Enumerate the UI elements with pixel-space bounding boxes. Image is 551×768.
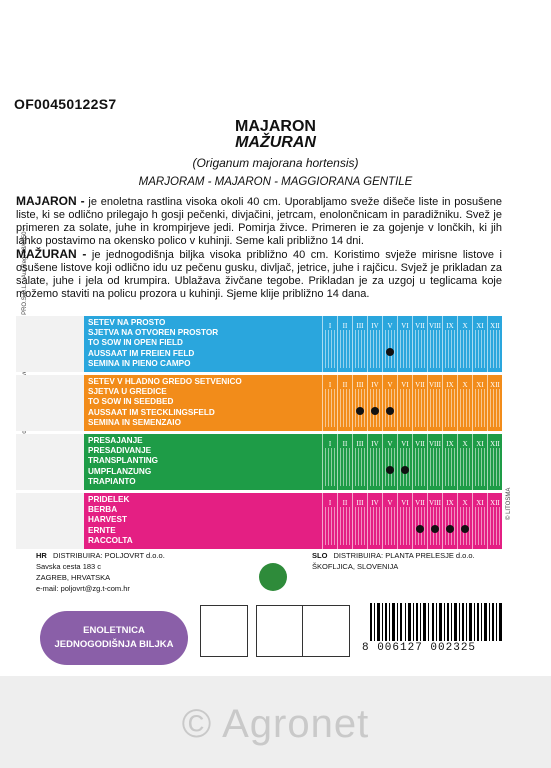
activity-dot: [386, 407, 394, 415]
month-label: VIII: [428, 499, 442, 507]
month-label: I: [328, 381, 332, 389]
activity-dot: [431, 525, 439, 533]
month-stripe: [415, 330, 425, 368]
month-cell: [427, 375, 442, 431]
row-illustration: [16, 316, 84, 372]
distributor-right-1: ŠKOFLJICA, SLOVENIJA: [312, 562, 399, 571]
month-cell: [397, 375, 412, 431]
month-cell: [322, 434, 337, 490]
month-label: IV: [371, 381, 379, 389]
month-label: IV: [371, 322, 379, 330]
month-cell: [382, 375, 397, 431]
row-label: AUSSAAT IM FREIEN FELD: [88, 348, 195, 358]
month-label: IX: [446, 381, 454, 389]
month-stripe: [340, 507, 350, 545]
flower-icon: [302, 605, 350, 657]
month-cell: [412, 493, 427, 549]
month-label: VII: [415, 440, 425, 448]
desc-majaron-title: MAJARON -: [16, 194, 85, 208]
month-grid: [322, 375, 502, 431]
month-stripe: [490, 389, 500, 427]
month-label: XII: [490, 381, 500, 389]
month-stripe: [475, 507, 485, 545]
month-label: VI: [401, 440, 409, 448]
month-cell: [442, 316, 457, 372]
month-label: III: [356, 440, 364, 448]
month-label: VIII: [428, 322, 442, 330]
month-label: X: [462, 381, 468, 389]
desc-majaron: je enoletna rastlina visoka okoli 40 cm. Uporabljamo sveže dišeče liste in posušene liste, ki se odlično prilegajo h gosji pečenki, divjačini, jetrcam, enolončnicam in paradižniku. Svež je primeren za solate, juhe in krompirjeve jedi. Pomirja živce. Primeren ie za gojenje v lončkih, ki jih lahko postavimo na okensko polico v kuhinji. Seme kali približno 14 dni.: [16, 196, 502, 247]
row-label: ERNTE: [88, 525, 116, 535]
desc-mazuran-title: MAŽURAN -: [16, 247, 87, 261]
month-label: X: [462, 322, 468, 330]
month-cell: [352, 375, 367, 431]
footer: [0, 676, 551, 768]
month-label: IX: [446, 440, 454, 448]
month-label: XI: [476, 322, 484, 330]
month-cell: [382, 493, 397, 549]
month-cell: [442, 375, 457, 431]
row-illustration: [16, 375, 84, 431]
month-stripe: [325, 507, 335, 545]
month-cell: [337, 434, 352, 490]
title-secondary: MAŽURAN: [235, 134, 316, 151]
distributor-right: [312, 550, 475, 572]
month-cell: [352, 493, 367, 549]
month-stripe: [400, 389, 410, 427]
month-stripe: [430, 389, 440, 427]
month-label: VII: [415, 381, 425, 389]
row-label: TO SOW IN OPEN FIELD: [88, 338, 183, 348]
activity-dot: [446, 525, 454, 533]
month-cell: [397, 493, 412, 549]
month-label: V: [387, 499, 393, 507]
month-label: II: [342, 440, 348, 448]
month-cell: [367, 493, 382, 549]
month-stripe: [370, 448, 380, 486]
month-cell: [382, 316, 397, 372]
month-stripe: [460, 389, 470, 427]
spacing-icon: [200, 605, 248, 657]
month-cell: [472, 316, 487, 372]
month-stripe: [490, 507, 500, 545]
month-label: V: [387, 322, 393, 330]
month-label: XI: [476, 381, 484, 389]
month-cell: [457, 316, 472, 372]
month-cell: [472, 434, 487, 490]
activity-dot: [461, 525, 469, 533]
row-labels: [88, 318, 218, 369]
month-cell: [367, 434, 382, 490]
month-cell: [367, 316, 382, 372]
row-label: SETEV V HLADNO GREDO SETVENICO: [88, 377, 242, 386]
month-label: XI: [476, 440, 484, 448]
row-label: TO SOW IN SEEDBED: [88, 397, 174, 407]
month-stripe: [430, 448, 440, 486]
month-cell: [457, 493, 472, 549]
month-cell: [427, 493, 442, 549]
month-label: VII: [415, 499, 425, 507]
copyright: © LITOSMA: [506, 487, 512, 520]
row-illustration: [16, 434, 84, 490]
month-cell: [427, 316, 442, 372]
row-label: SJETVA NA OTVOREN PROSTOR: [88, 328, 219, 338]
month-stripe: [400, 507, 410, 545]
month-cell: [352, 434, 367, 490]
month-label: VI: [401, 499, 409, 507]
month-cell: [322, 375, 337, 431]
month-cell: [472, 493, 487, 549]
month-cell: [457, 434, 472, 490]
month-cell: [397, 316, 412, 372]
month-cell: [367, 375, 382, 431]
month-cell: [322, 316, 337, 372]
row-label: SEMINA IN PIENO CAMPO: [88, 358, 191, 368]
calendar: [16, 316, 502, 552]
month-stripe: [340, 389, 350, 427]
month-label: I: [328, 499, 332, 507]
activity-dot: [386, 348, 394, 356]
month-stripe: [445, 330, 455, 368]
latin-name: (Origanum majorana hortensis): [192, 156, 359, 170]
month-stripe: [325, 448, 335, 486]
month-label: II: [342, 499, 348, 507]
activity-dot: [356, 407, 364, 415]
row-label: AUSSAAT IM STECKLINGSFELD: [88, 407, 215, 417]
distributor-left-2: ZAGREB, HRVATSKA: [36, 573, 111, 582]
month-label: V: [387, 381, 393, 389]
common-names: MARJORAM - MAJARON - MAGGIORANA GENTILE: [138, 176, 413, 188]
month-cell: [487, 434, 502, 490]
month-stripe: [325, 389, 335, 427]
annual-badge: [40, 611, 188, 665]
month-label: I: [328, 322, 332, 330]
month-stripe: [370, 330, 380, 368]
month-cell: [322, 493, 337, 549]
activity-dot: [401, 466, 409, 474]
month-cell: [337, 375, 352, 431]
month-label: II: [342, 322, 348, 330]
month-stripe: [475, 448, 485, 486]
month-label: X: [462, 440, 468, 448]
row-label: RACCOLTA: [88, 535, 133, 545]
month-cell: [382, 434, 397, 490]
month-label: III: [356, 322, 364, 330]
month-cell: [412, 434, 427, 490]
month-cell: [442, 434, 457, 490]
calendar-row: [16, 434, 502, 490]
row-labels: [88, 495, 133, 546]
month-label: XI: [476, 499, 484, 507]
label-hr: HR: [36, 551, 47, 560]
row-labels: [88, 377, 242, 428]
month-cell: [412, 316, 427, 372]
month-label: VIII: [428, 440, 442, 448]
month-stripe: [445, 448, 455, 486]
desc-mazuran: je jednogodišnja biljka visoka približno 40 cm. Koristimo svježe mirisne listove i osušene listove koji odlično idu uz pečenu gusku, divljač, jetrice, juhe i rajčicu. Svjež je prikladan za salate, juhe i jela od krumpira. Ublažava živčane tegobe. Prikladan je za uzgoj u teglicama koje možemo staviti na policu prozora u kuhinji. Sjeme klije približno 14 dana.: [16, 249, 502, 300]
month-label: II: [342, 381, 348, 389]
month-label: III: [356, 499, 364, 507]
row-label: HARVEST: [88, 515, 127, 525]
month-label: VII: [415, 322, 425, 330]
month-grid: [322, 434, 502, 490]
title-primary: MAJARON: [235, 118, 316, 135]
month-stripe: [430, 330, 440, 368]
month-label: XII: [490, 440, 500, 448]
row-label: SJETVA U GREDICE: [88, 387, 167, 397]
sun-icon: [256, 605, 304, 657]
row-label: BERBA: [88, 505, 118, 515]
row-labels: [88, 436, 158, 487]
month-cell: [487, 375, 502, 431]
activity-dot: [416, 525, 424, 533]
month-stripe: [370, 507, 380, 545]
month-stripe: [475, 389, 485, 427]
row-label: PRESADIVANJE: [88, 446, 152, 456]
label-slo: SLO: [312, 551, 328, 560]
activity-dot: [371, 407, 379, 415]
badge-line-1: ENOLETNICA: [83, 625, 145, 636]
month-stripe: [355, 507, 365, 545]
month-label: IX: [446, 322, 454, 330]
month-label: VI: [401, 381, 409, 389]
calendar-row: [16, 375, 502, 431]
calendar-row: [16, 316, 502, 372]
month-label: IV: [371, 440, 379, 448]
month-label: VIII: [428, 381, 442, 389]
distributor-left-0: DISTRIBUIRA: POLJOVRT d.o.o.: [52, 551, 165, 560]
row-label: TRANSPLANTING: [88, 456, 159, 466]
month-stripe: [355, 330, 365, 368]
month-stripe: [460, 330, 470, 368]
row-label: UMPFLANZUNG: [88, 466, 152, 476]
month-stripe: [490, 448, 500, 486]
month-cell: [442, 493, 457, 549]
distributor-left-3: e-mail: poljovrt@zg.t-com.hr: [36, 584, 130, 593]
month-cell: [397, 434, 412, 490]
month-label: IV: [371, 499, 379, 507]
description: [16, 195, 502, 301]
month-grid: [322, 493, 502, 549]
row-label: SEMINA IN SEMENZAIO: [88, 417, 181, 427]
month-stripe: [460, 448, 470, 486]
row-illustration: [16, 493, 84, 549]
product-code: OF00450122S7: [14, 96, 117, 112]
month-stripe: [355, 448, 365, 486]
activity-dot: [386, 466, 394, 474]
month-stripe: [340, 448, 350, 486]
distributor-left: [36, 550, 165, 594]
watermark: © Agronet: [181, 702, 370, 746]
month-label: III: [356, 381, 364, 389]
distributor-left-1: Savska cesta 183 c: [36, 562, 102, 571]
month-stripe: [400, 330, 410, 368]
month-grid: [322, 316, 502, 372]
distributor-right-0: DISTRIBUIRA: PLANTA PRELESJE d.o.o.: [333, 551, 475, 560]
barcode: [370, 603, 502, 641]
month-label: XII: [490, 499, 500, 507]
month-cell: [412, 375, 427, 431]
month-cell: [427, 434, 442, 490]
month-label: XII: [490, 322, 500, 330]
month-label: IX: [446, 499, 454, 507]
month-cell: [472, 375, 487, 431]
calendar-row: [16, 493, 502, 549]
month-label: V: [387, 440, 393, 448]
month-stripe: [475, 330, 485, 368]
month-stripe: [340, 330, 350, 368]
barcode-number: 8 006127 002325: [362, 642, 477, 654]
row-label: TRAPIANTO: [88, 476, 136, 486]
month-label: X: [462, 499, 468, 507]
badge-line-2: JEDNOGODIŠNJA BILJKA: [54, 639, 174, 650]
month-cell: [487, 493, 502, 549]
row-label: PRIDELEK: [88, 495, 130, 504]
recycle-icon: [259, 563, 287, 591]
month-stripe: [490, 330, 500, 368]
month-label: VI: [401, 322, 409, 330]
row-label: SETEV NA PROSTO: [88, 318, 166, 327]
month-stripe: [415, 448, 425, 486]
row-label: PRESAJANJE: [88, 436, 143, 445]
month-stripe: [325, 330, 335, 368]
month-cell: [337, 316, 352, 372]
month-cell: [352, 316, 367, 372]
month-stripe: [385, 507, 395, 545]
month-cell: [457, 375, 472, 431]
month-cell: [337, 493, 352, 549]
month-stripe: [415, 389, 425, 427]
month-cell: [487, 316, 502, 372]
month-label: I: [328, 440, 332, 448]
month-stripe: [445, 389, 455, 427]
